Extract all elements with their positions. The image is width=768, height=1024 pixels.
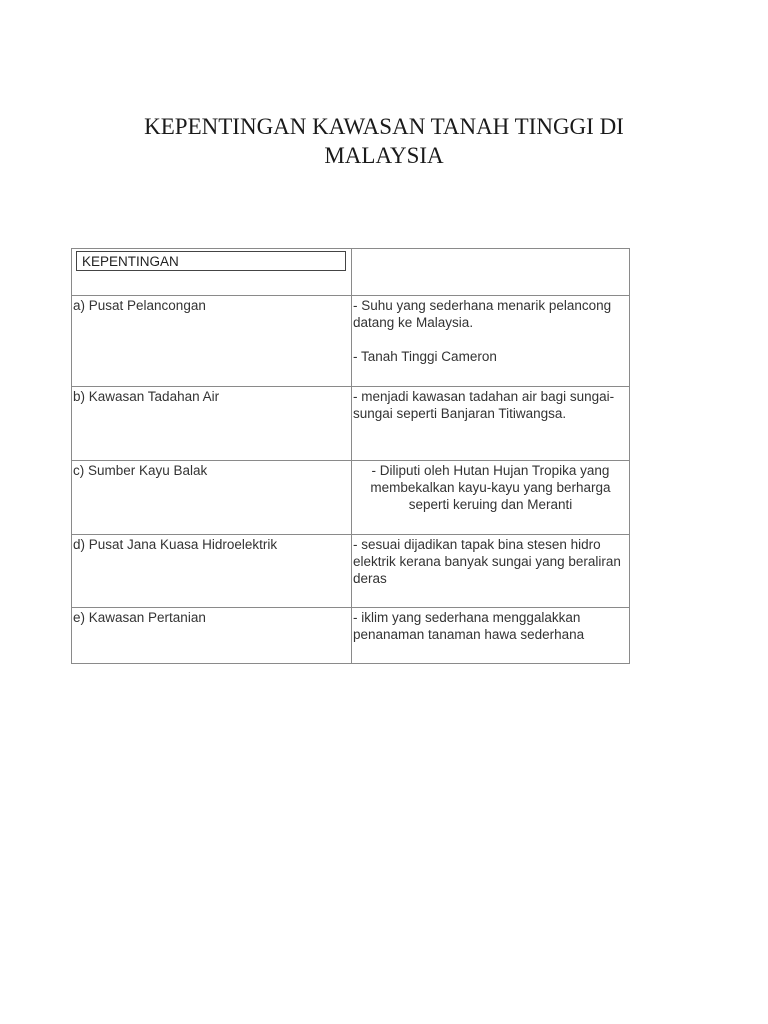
row-label-cell: c) Sumber Kayu Balak <box>72 461 352 535</box>
description-line: - sesuai dijadikan tapak bina stesen hidro elektrik kerana banyak sungai yang beraliran deras <box>353 537 621 586</box>
description-line: - iklim yang sederhana menggalakkan penanaman tanaman hawa sederhana <box>353 610 585 642</box>
table-row <box>72 608 630 664</box>
title-line-1: KEPENTINGAN KAWASAN TANAH TINGGI DI <box>144 114 624 139</box>
importance-table <box>71 248 630 664</box>
description-line: - Diliputi oleh Hutan Hujan Tropika yang membekalkan kayu-kayu yang berharga seperti keruing dan Meranti <box>370 463 611 512</box>
table-row <box>72 461 630 535</box>
row-label-cell: e) Kawasan Pertanian <box>72 608 352 664</box>
table-row <box>72 535 630 608</box>
header-label-box: KEPENTINGAN <box>76 251 346 271</box>
description-line: - Tanah Tinggi Cameron <box>353 349 497 364</box>
row-description-cell <box>352 387 630 461</box>
row-description-cell <box>352 535 630 608</box>
header-cell-right <box>352 249 630 296</box>
row-description-cell <box>352 608 630 664</box>
row-label-cell: d) Pusat Jana Kuasa Hidroelektrik <box>72 535 352 608</box>
table-row <box>72 296 630 387</box>
page-title <box>0 112 768 170</box>
row-label-cell: a) Pusat Pelancongan <box>72 296 352 387</box>
description-line: - menjadi kawasan tadahan air bagi sungai-sungai seperti Banjaran Titiwangsa. <box>353 389 615 421</box>
table-header-row <box>72 249 630 296</box>
title-line-2: MALAYSIA <box>324 143 444 168</box>
row-label-cell: b) Kawasan Tadahan Air <box>72 387 352 461</box>
row-description-cell <box>352 296 630 387</box>
header-cell-left <box>72 249 352 296</box>
row-description-cell <box>352 461 630 535</box>
description-line: - Suhu yang sederhana menarik pelancong datang ke Malaysia. <box>353 298 612 330</box>
table-row <box>72 387 630 461</box>
